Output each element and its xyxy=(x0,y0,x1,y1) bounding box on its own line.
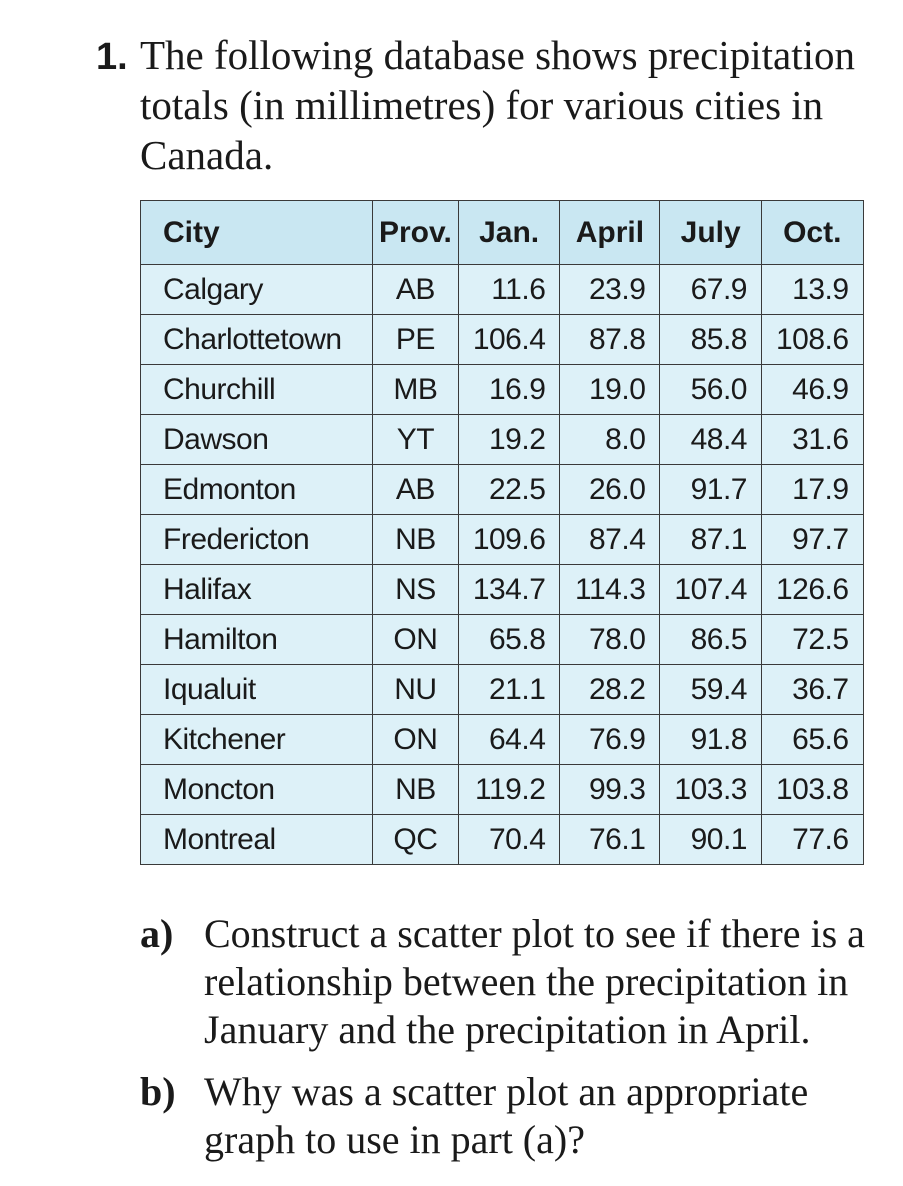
cell-jan: 134.7 xyxy=(458,565,560,615)
cell-jan: 19.2 xyxy=(458,415,560,465)
cell-oct: 17.9 xyxy=(761,465,863,515)
table-row xyxy=(141,615,864,665)
table-row xyxy=(141,815,864,865)
cell-prov: ON xyxy=(373,615,459,665)
cell-prov: NU xyxy=(373,665,459,715)
cell-prov: AB xyxy=(373,465,459,515)
cell-oct: 103.8 xyxy=(761,765,863,815)
cell-april: 114.3 xyxy=(560,565,660,615)
cell-july: 67.9 xyxy=(660,265,762,315)
cell-april: 26.0 xyxy=(560,465,660,515)
cell-city: Kitchener xyxy=(141,715,373,765)
cell-city: Montreal xyxy=(141,815,373,865)
table-row xyxy=(141,665,864,715)
cell-prov: ON xyxy=(373,715,459,765)
cell-jan: 106.4 xyxy=(458,315,560,365)
header-oct: Oct. xyxy=(761,201,863,265)
cell-prov: YT xyxy=(373,415,459,465)
cell-prov: MB xyxy=(373,365,459,415)
cell-city: Fredericton xyxy=(141,515,373,565)
cell-july: 91.8 xyxy=(660,715,762,765)
cell-city: Churchill xyxy=(141,365,373,415)
question-text: The following database shows precipitation totals (in millimetres) for various cities in Canada. xyxy=(140,32,856,178)
header-april: April xyxy=(560,201,660,265)
table-row xyxy=(141,365,864,415)
cell-april: 28.2 xyxy=(560,665,660,715)
part-a-label: a) xyxy=(140,911,174,956)
cell-jan: 11.6 xyxy=(458,265,560,315)
cell-city: Edmonton xyxy=(141,465,373,515)
sub-questions xyxy=(140,910,880,1178)
cell-april: 8.0 xyxy=(560,415,660,465)
cell-oct: 97.7 xyxy=(761,515,863,565)
cell-city: Charlottetown xyxy=(141,315,373,365)
cell-city: Dawson xyxy=(141,415,373,465)
cell-oct: 31.6 xyxy=(761,415,863,465)
table-row xyxy=(141,715,864,765)
cell-oct: 77.6 xyxy=(761,815,863,865)
cell-oct: 36.7 xyxy=(761,665,863,715)
cell-july: 85.8 xyxy=(660,315,762,365)
table-row xyxy=(141,265,864,315)
cell-april: 87.4 xyxy=(560,515,660,565)
cell-city: Moncton xyxy=(141,765,373,815)
cell-city: Halifax xyxy=(141,565,373,615)
cell-april: 19.0 xyxy=(560,365,660,415)
cell-april: 87.8 xyxy=(560,315,660,365)
cell-city: Iqualuit xyxy=(141,665,373,715)
cell-jan: 21.1 xyxy=(458,665,560,715)
cell-prov: NS xyxy=(373,565,459,615)
cell-jan: 109.6 xyxy=(458,515,560,565)
table-row xyxy=(141,415,864,465)
cell-july: 103.3 xyxy=(660,765,762,815)
cell-oct: 46.9 xyxy=(761,365,863,415)
table-row xyxy=(141,565,864,615)
cell-july: 59.4 xyxy=(660,665,762,715)
part-a xyxy=(140,910,880,1054)
header-prov: Prov. xyxy=(373,201,459,265)
question xyxy=(96,30,876,178)
cell-jan: 16.9 xyxy=(458,365,560,415)
precipitation-table xyxy=(140,200,864,865)
table-row xyxy=(141,515,864,565)
cell-april: 99.3 xyxy=(560,765,660,815)
cell-july: 87.1 xyxy=(660,515,762,565)
cell-prov: QC xyxy=(373,815,459,865)
cell-prov: NB xyxy=(373,765,459,815)
cell-oct: 108.6 xyxy=(761,315,863,365)
part-b-text: Why was a scatter plot an appropriate graph to use in part (a)? xyxy=(204,1069,809,1162)
table-body xyxy=(141,265,864,865)
cell-july: 86.5 xyxy=(660,615,762,665)
cell-april: 76.9 xyxy=(560,715,660,765)
cell-prov: AB xyxy=(373,265,459,315)
cell-jan: 70.4 xyxy=(458,815,560,865)
table-header-row xyxy=(141,201,864,265)
cell-july: 90.1 xyxy=(660,815,762,865)
header-city: City xyxy=(141,201,373,265)
part-b xyxy=(140,1068,880,1164)
part-a-text: Construct a scatter plot to see if there is a relationship between the precipitation in January and the precipitation in April. xyxy=(204,911,865,1052)
cell-july: 107.4 xyxy=(660,565,762,615)
cell-oct: 72.5 xyxy=(761,615,863,665)
cell-july: 48.4 xyxy=(660,415,762,465)
cell-jan: 65.8 xyxy=(458,615,560,665)
cell-jan: 22.5 xyxy=(458,465,560,515)
cell-april: 78.0 xyxy=(560,615,660,665)
cell-oct: 65.6 xyxy=(761,715,863,765)
cell-april: 23.9 xyxy=(560,265,660,315)
cell-oct: 126.6 xyxy=(761,565,863,615)
cell-city: Hamilton xyxy=(141,615,373,665)
part-b-label: b) xyxy=(140,1069,176,1114)
question-number: 1. xyxy=(96,36,128,78)
cell-april: 76.1 xyxy=(560,815,660,865)
table-row xyxy=(141,465,864,515)
cell-prov: NB xyxy=(373,515,459,565)
cell-city: Calgary xyxy=(141,265,373,315)
header-jan: Jan. xyxy=(458,201,560,265)
cell-july: 91.7 xyxy=(660,465,762,515)
header-july: July xyxy=(660,201,762,265)
table-row xyxy=(141,315,864,365)
cell-jan: 119.2 xyxy=(458,765,560,815)
table-row xyxy=(141,765,864,815)
cell-july: 56.0 xyxy=(660,365,762,415)
cell-prov: PE xyxy=(373,315,459,365)
cell-oct: 13.9 xyxy=(761,265,863,315)
cell-jan: 64.4 xyxy=(458,715,560,765)
